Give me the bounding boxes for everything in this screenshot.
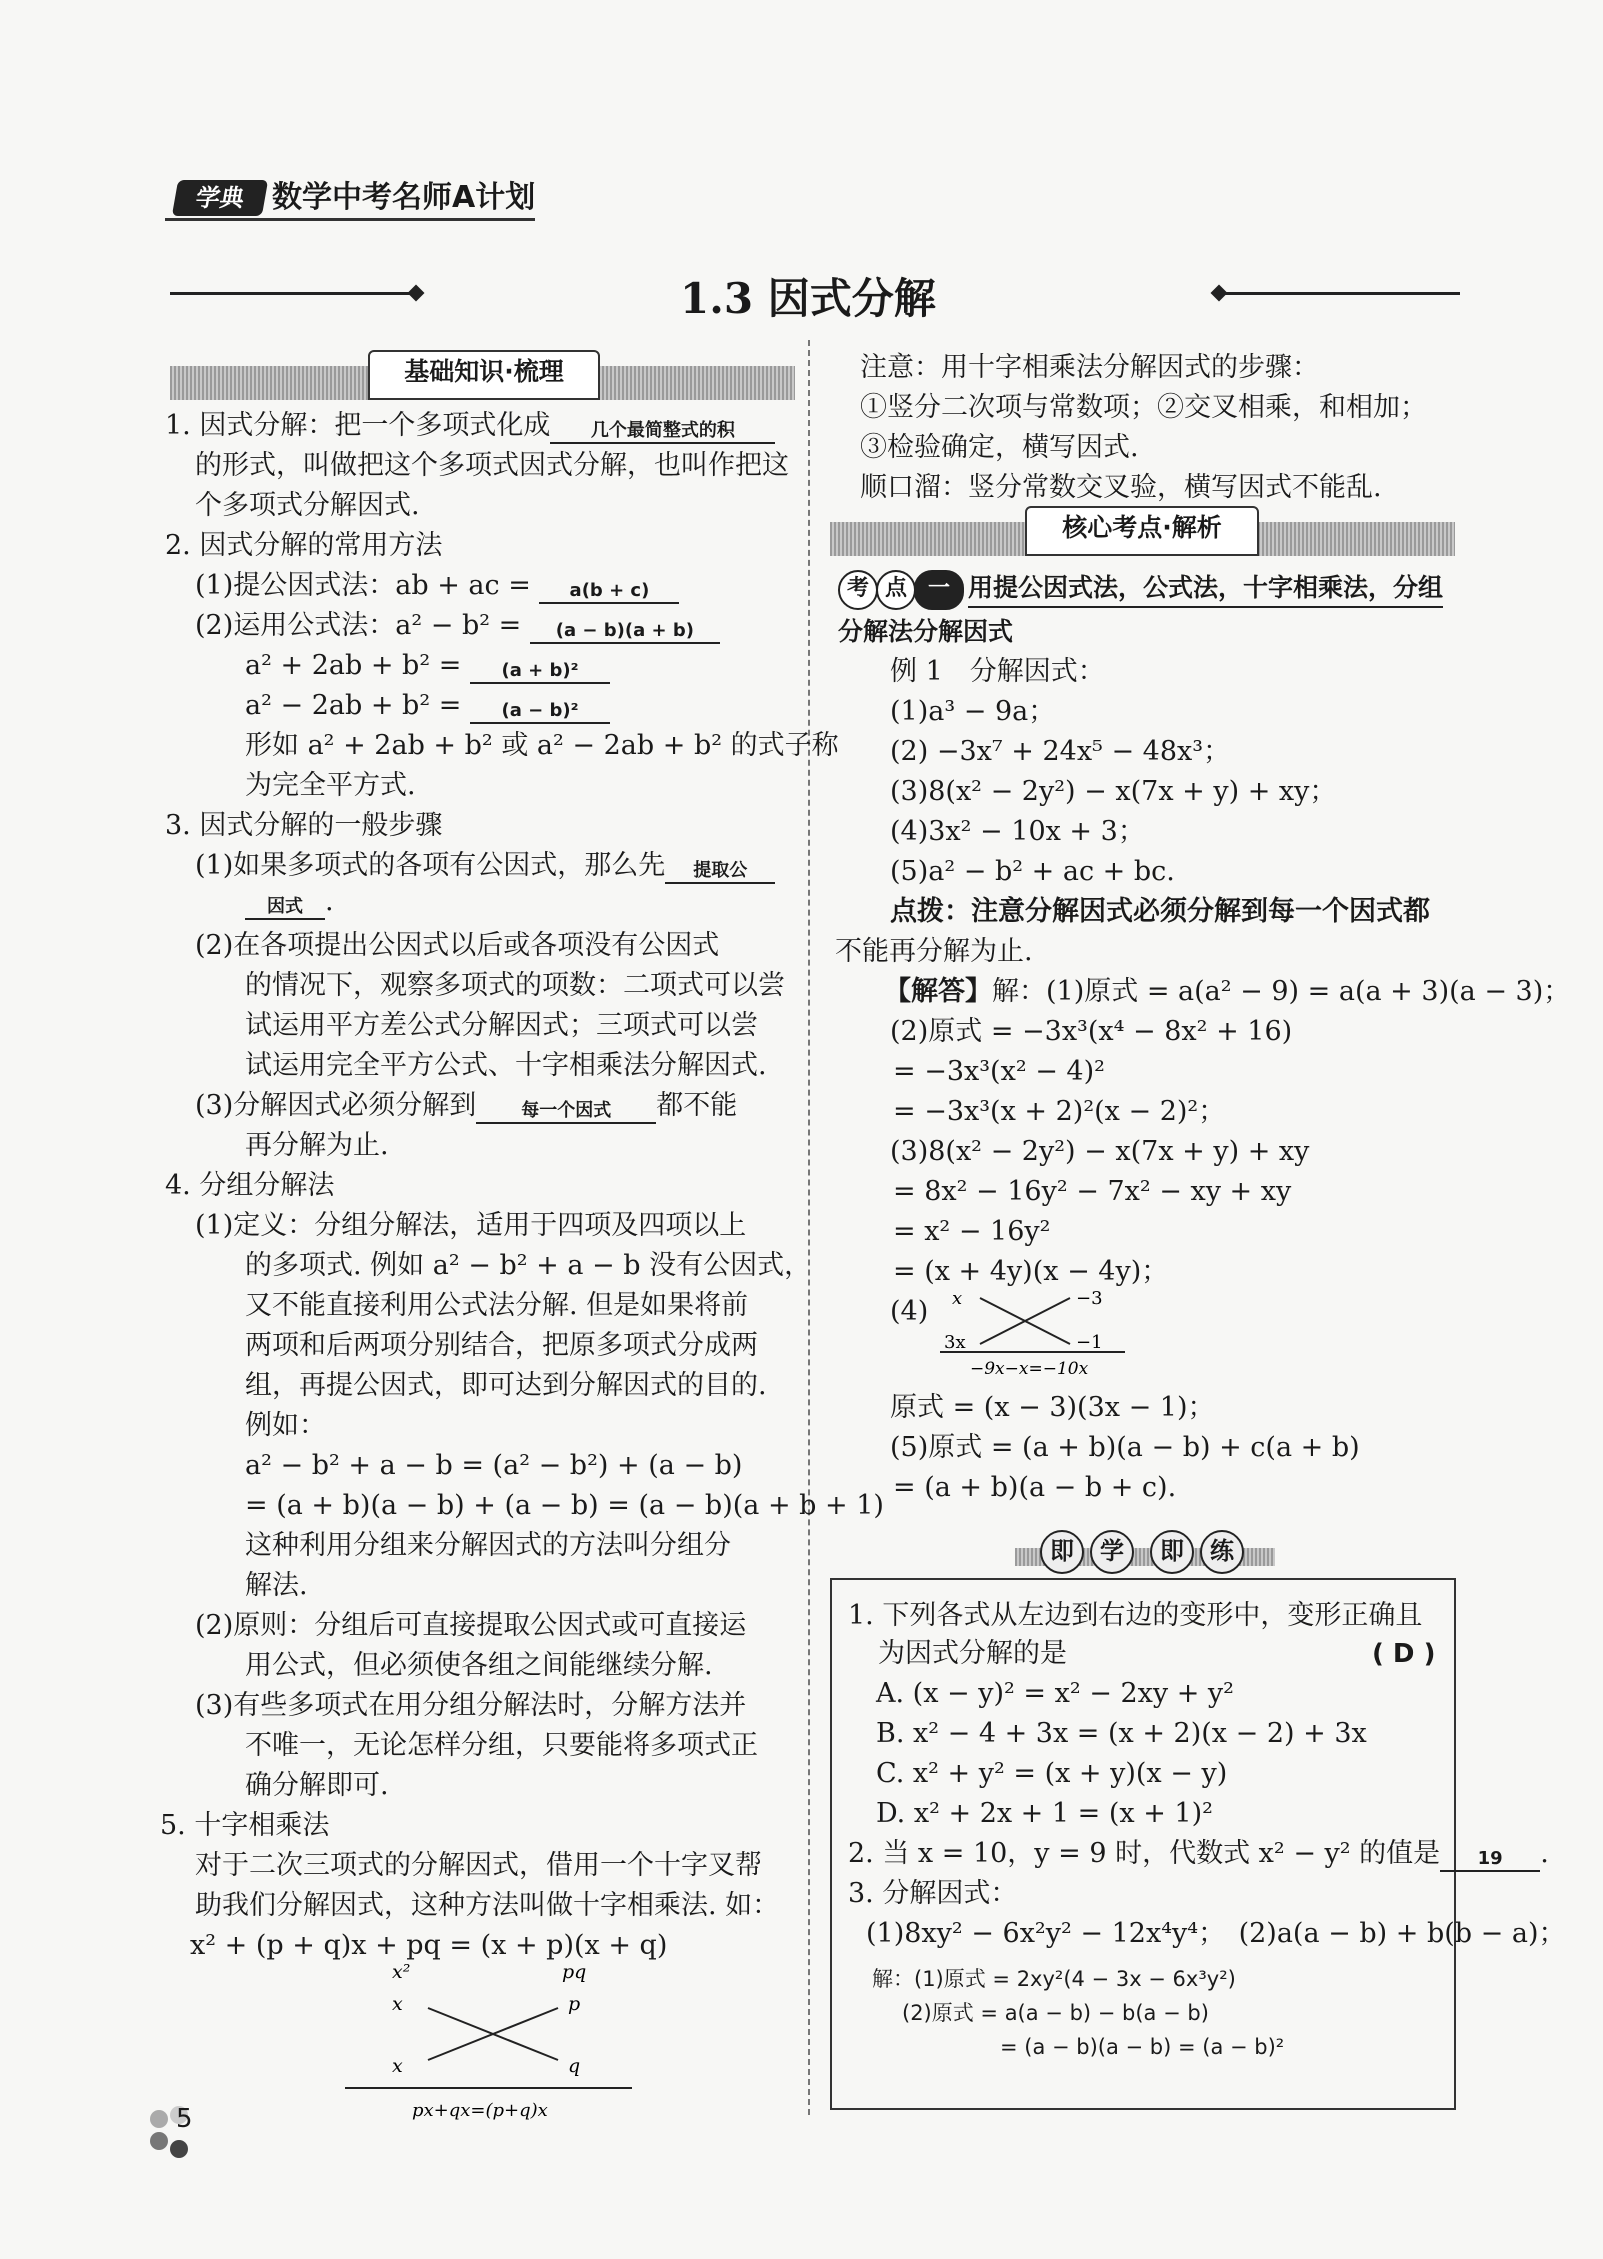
text-line: = x² − 16y² — [893, 1216, 1051, 1247]
decor-dot — [150, 2110, 168, 2128]
text-line: (3)8(x² − 2y²) − x(7x + y) + xy； — [890, 776, 1337, 807]
text-line: (1)如果多项式的各项有公因式，那么先 提取公 — [195, 848, 775, 884]
text-line: (2)在各项提出公因式以后或各项没有公因式 — [195, 930, 720, 961]
kaodian-badge: 点 — [876, 570, 916, 610]
section-title-basics: 基础知识·梳理 — [368, 350, 600, 400]
text-line: (3)分解因式必须分解到 每一个因式 都不能 — [195, 1088, 737, 1124]
cross-label: x — [952, 1288, 963, 1309]
text-line: 【解答】解：(1)原式 = a(a² − 9) = a(a + 3)(a − 3)； — [884, 976, 1571, 1007]
question-1: 为因式分解的是 — [878, 1638, 1067, 1669]
handwritten-solution: 解：(1)原式 = 2xy²(4 − 3x − 6x³y²) — [872, 1967, 1236, 1991]
title-rule-right — [1222, 292, 1460, 295]
cross-sum: px+qx=(p+q)x — [412, 2100, 548, 2121]
option-b: B. x² − 4 + 3x = (x + 2)(x − 2) + 3x — [876, 1718, 1367, 1749]
text-line: = 8x² − 16y² − 7x² − xy + xy — [893, 1176, 1292, 1207]
handwritten-solution: = (a − b)(a − b) = (a − b)² — [1000, 2035, 1285, 2059]
handwritten-answer: 提取公 — [693, 860, 748, 881]
text-line: 试运用平方差公式分解因式；三项式可以尝 — [245, 1010, 758, 1041]
handwritten-answer: a(b + c) — [569, 580, 650, 601]
text-line: 4. 分组分解法 — [165, 1170, 335, 1201]
text-line: 1. 因式分解：把一个多项式化成 几个最简整式的积 — [165, 408, 775, 444]
tip-text: 点拨：注意分解因式必须分解到每一个因式都 — [890, 896, 1430, 927]
keypoint-title: 用提公因式法，公式法，十字相乘法，分组 — [968, 570, 1443, 608]
keypoint-title: 分解法分解因式 — [838, 617, 1014, 646]
cross-label: 3x — [944, 1332, 966, 1353]
handwritten-answer: 几个最简整式的积 — [590, 420, 735, 441]
text-line: 确分解即可. — [245, 1770, 389, 1801]
text-line: 例如： — [245, 1410, 326, 1441]
cross-label: pq — [562, 1961, 587, 1983]
text-line: (2)原则：分组后可直接提取公因式或可直接运 — [195, 1610, 747, 1641]
section-title-core: 核心考点·解析 — [1025, 506, 1259, 556]
text-line: 形如 a² + 2ab + b² 或 a² − 2ab + b² 的式子称 — [245, 730, 839, 761]
example-title: 例 1 分解因式： — [890, 656, 1105, 687]
cross-label: q — [568, 2055, 581, 2077]
handwritten-answer: (a − b)(a + b) — [555, 620, 694, 641]
text-line: (1)a³ − 9a； — [890, 696, 1056, 727]
page-number: 5 — [176, 2104, 193, 2134]
text-line: 对于二次三项式的分解因式，借用一个十字叉帮 — [195, 1850, 762, 1881]
text-line: (1)提公因式法：ab + ac = a(b + c) — [195, 568, 679, 604]
cross-multiplication-diagram-example — [930, 1282, 1140, 1382]
question-3: 3. 分解因式： — [848, 1878, 1018, 1909]
cross-label: p — [568, 1993, 581, 2015]
brand-logo: 学典 — [172, 180, 268, 216]
practice-badge: 学 — [1090, 1530, 1134, 1574]
text-line: (2)原式 = −3x³(x⁴ − 8x² + 16) — [890, 1016, 1293, 1047]
text-line: 顺口溜：竖分常数交叉验，横写因式不能乱. — [860, 472, 1382, 503]
answer-tag: 【解答】 — [884, 976, 992, 1007]
text-line: 2. 因式分解的常用方法 — [165, 530, 443, 561]
handwritten-answer: 因式 — [267, 896, 303, 917]
text-line: 5. 十字相乘法 — [160, 1810, 330, 1841]
text-line: 的多项式. 例如 a² − b² + a − b 没有公因式， — [245, 1250, 812, 1281]
text-line: (4)3x² − 10x + 3； — [890, 816, 1145, 847]
kaodian-number: 一 — [914, 570, 964, 610]
decor-dot — [150, 2132, 168, 2150]
text-line: 助我们分解因式，这种方法叫做十字相乘法. 如： — [195, 1890, 780, 1921]
column-divider — [808, 340, 810, 2115]
text-line: 解法. — [245, 1570, 308, 1601]
text-line: 原式 = (x − 3)(3x − 1)； — [890, 1392, 1215, 1423]
option-d: D. x² + 2x + 1 = (x + 1)² — [876, 1798, 1213, 1829]
cross-label: x — [392, 2055, 403, 2077]
text-line: = (a + b)(a − b) + (a − b) = (a − b)(a + b + 1) — [245, 1490, 884, 1521]
cross-multiplication-diagram — [340, 1960, 640, 2130]
text-line: (2) −3x⁷ + 24x⁵ − 48x³； — [890, 736, 1231, 767]
text-line: 组，再提公因式，即可达到分解因式的目的. — [245, 1370, 767, 1401]
title-rule-left — [170, 292, 415, 295]
text-line: a² − b² + a − b = (a² − b²) + (a − b) — [245, 1450, 743, 1481]
text-line: 因式 . — [245, 884, 334, 920]
practice-badge: 练 — [1200, 1530, 1244, 1574]
text-line: 注意：用十字相乘法分解因式的步骤： — [860, 352, 1319, 383]
text-line: a² − 2ab + b² = (a − b)² — [245, 688, 610, 724]
text-line: x² + (p + q)x + pq = (x + p)(x + q) — [190, 1930, 668, 1961]
text-line: 个多项式分解因式. — [195, 490, 420, 521]
text-line: 试运用完全平方公式、十字相乘法分解因式. — [245, 1050, 767, 1081]
cross-label: x² — [392, 1961, 411, 1983]
text-line: ①竖分二次项与常数项；②交叉相乘，和相加； — [860, 392, 1427, 423]
text-line: 3. 因式分解的一般步骤 — [165, 810, 443, 841]
text-line: (1)定义：分组分解法，适用于四项及四项以上 — [195, 1210, 747, 1241]
text-line: (5)a² − b² + ac + bc. — [890, 856, 1175, 887]
page-title: 1.3 因式分解 — [680, 274, 936, 323]
book-title: 数学中考名师A计划 — [272, 180, 536, 215]
practice-badge: 即 — [1040, 1530, 1084, 1574]
text-line: 的形式，叫做把这个多项式因式分解，也叫作把这 — [195, 450, 789, 481]
decor-dot — [170, 2140, 188, 2158]
text-line: (4) — [890, 1296, 929, 1327]
header-rule — [165, 218, 535, 221]
text-line: 的情况下，观察多项式的项数：二项式可以尝 — [245, 970, 785, 1001]
text-line: = −3x³(x + 2)²(x − 2)²； — [893, 1096, 1226, 1127]
text-line: 不唯一，无论怎样分组，只要能将多项式正 — [245, 1730, 758, 1761]
question-1: 1. 下列各式从左边到右边的变形中，变形正确且 — [848, 1600, 1423, 1631]
text-line: 用公式，但必须使各组之间能继续分解. — [245, 1650, 713, 1681]
tip-text: 不能再分解为止. — [835, 936, 1033, 967]
text-line: 为完全平方式. — [245, 770, 416, 801]
handwritten-answer: 19 — [1477, 1848, 1503, 1869]
text-line: (3)8(x² − 2y²) − x(7x + y) + xy — [890, 1136, 1310, 1167]
cross-sum: −9x−x=−10x — [970, 1359, 1089, 1379]
handwritten-answer: (a − b)² — [501, 700, 579, 721]
text-line: = (x + 4y)(x − 4y)； — [893, 1256, 1169, 1287]
text-line: (2)运用公式法：a² − b² = (a − b)(a + b) — [195, 608, 720, 644]
text-line: (3)有些多项式在用分组分解法时，分解方法并 — [195, 1690, 747, 1721]
cross-label: −1 — [1076, 1332, 1103, 1353]
handwritten-answer: (a + b)² — [501, 660, 579, 681]
option-c: C. x² + y² = (x + y)(x − y) — [876, 1758, 1228, 1789]
practice-badge: 即 — [1150, 1530, 1194, 1574]
text-line: a² + 2ab + b² = (a + b)² — [245, 648, 610, 684]
text-line: 这种利用分组来分解因式的方法叫分组分 — [245, 1530, 731, 1561]
text-line: 又不能直接利用公式法分解. 但是如果将前 — [245, 1290, 749, 1321]
kaodian-badge: 考 — [838, 570, 878, 610]
cross-label: x — [392, 1993, 403, 2015]
cross-label: −3 — [1076, 1288, 1103, 1309]
question-3-parts: (1)8xy² − 6x²y² − 12x⁴y⁴； (2)a(a − b) + b(b − a)； — [866, 1918, 1566, 1949]
text-line: (5)原式 = (a + b)(a − b) + c(a + b) — [890, 1432, 1360, 1463]
answer-choice: ( D ) — [1372, 1639, 1436, 1669]
text-line: = −3x³(x² − 4)² — [893, 1056, 1105, 1087]
question-2: 2. 当 x = 10，y = 9 时，代数式 x² − y² 的值是 19 . — [848, 1836, 1549, 1872]
handwritten-answer: 每一个因式 — [521, 1100, 612, 1121]
text-line: ③检验确定，横写因式. — [860, 432, 1139, 463]
diamond-icon — [408, 285, 425, 302]
text-line: = (a + b)(a − b + c). — [893, 1472, 1177, 1503]
text-line: 两项和后两项分别结合，把原多项式分成两 — [245, 1330, 758, 1361]
text-line: 再分解为止. — [245, 1130, 389, 1161]
handwritten-solution: (2)原式 = a(a − b) − b(a − b) — [902, 2001, 1209, 2025]
option-a: A. (x − y)² = x² − 2xy + y² — [876, 1678, 1234, 1709]
